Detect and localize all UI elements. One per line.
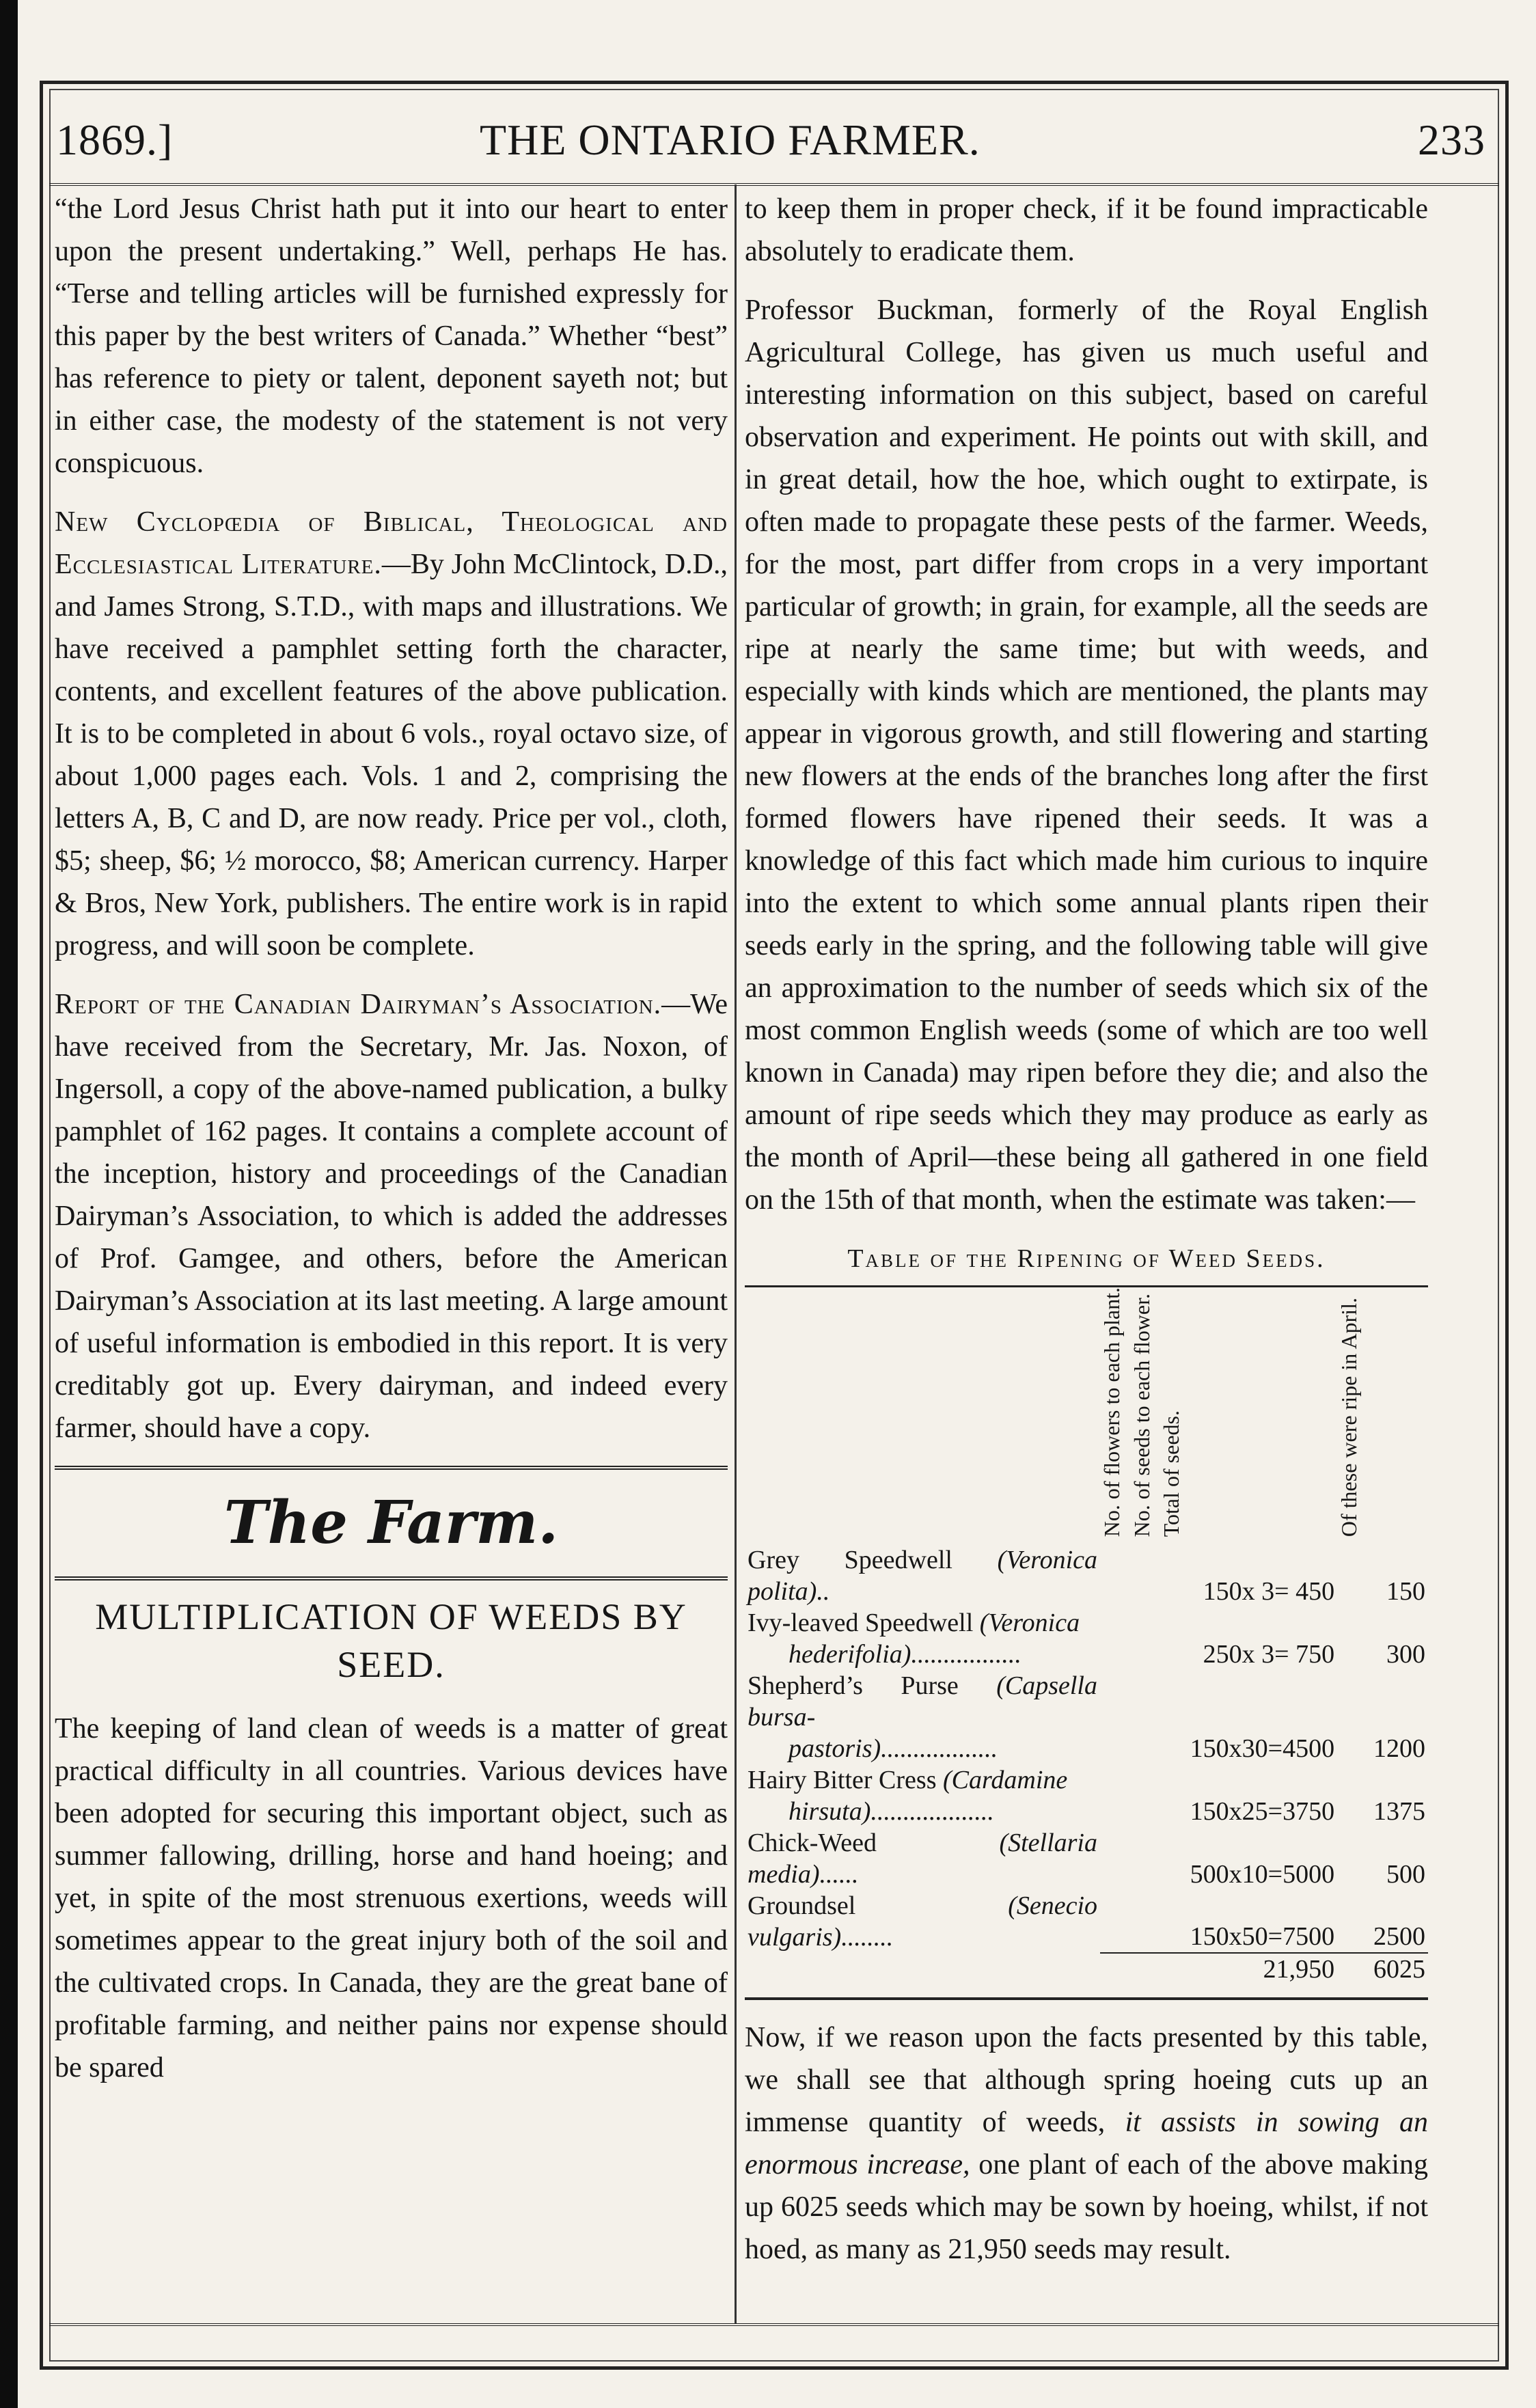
weed-latin: (Cardamine	[943, 1766, 1068, 1795]
weed-latin: (Veronica	[979, 1609, 1080, 1638]
table-cell-weed	[745, 1827, 1100, 1890]
table-header-flowers: No. of flowers to each plant.	[1099, 1287, 1124, 1537]
table-cell-calc: 250x 3= 750	[1203, 1640, 1335, 1669]
table-total: 21,950	[1100, 1953, 1337, 1985]
header-year: 1869.]	[56, 115, 174, 164]
paragraph-cyclopaedia	[55, 501, 728, 967]
weed-latin-cont: hederifolia).................	[788, 1640, 1021, 1669]
paragraph-continuation: to keep them in proper check, if it be found impracticable absolutely to eradicate them.	[745, 193, 1428, 267]
table-cell-calc: 150x25=3750	[1190, 1797, 1335, 1826]
header-rule	[49, 183, 1499, 186]
column-rule	[735, 184, 737, 2323]
weed-name: Chick-Weed	[748, 1829, 877, 1858]
conclusion-end: one plant of each of the above making up 6025 seeds which may be sown by hoeing, whilst, if not hoed, as many as 21,950 seeds may result.	[745, 2149, 1429, 2266]
table-header-weed	[745, 1287, 1100, 1544]
article-title: MULTIPLICATION OF WEEDS BY SEED.	[95, 1596, 687, 1685]
table-bottom-rule	[745, 1997, 1428, 2016]
table-cell-weed	[745, 1544, 1100, 1607]
table-row	[745, 1670, 1428, 1764]
table-header-total: Total of seeds.	[1159, 1410, 1183, 1537]
table-row	[745, 1764, 1428, 1827]
table-cell-april: 2500	[1373, 1922, 1425, 1952]
table-header-ripe	[1337, 1287, 1428, 1544]
table-title: Table of the Ripening of Weed Seeds.	[847, 1244, 1326, 1273]
weed-latin: (Stellaria media)......	[748, 1829, 1097, 1889]
weed-name: Ivy-leaved Speedwell	[748, 1609, 974, 1638]
conclusion-start: Now, if we reason upon the facts presented by this table, we shall see that although spring hoeing cuts up an immense quantity of weeds,	[745, 2022, 1428, 2139]
table-cell-weed	[745, 1890, 1100, 1953]
table-cell-april: 1375	[1373, 1797, 1425, 1826]
paragraph-dairyman-report	[55, 983, 728, 1449]
table-header-seeds: No. of seeds to each flower.	[1129, 1293, 1154, 1537]
weed-latin: (Veronica polita)..	[748, 1546, 1097, 1606]
table-cell-calc: 150x50=7500	[1190, 1922, 1335, 1952]
bottom-rule	[49, 2323, 1499, 2326]
right-column	[745, 188, 1428, 2287]
table-cell-april: 300	[1386, 1640, 1425, 1669]
weed-name: Shepherd’s Purse	[748, 1671, 959, 1701]
running-header	[49, 102, 1499, 184]
weed-name: Hairy Bitter Cress	[748, 1766, 937, 1795]
weed-name: Grey Speedwell	[748, 1546, 952, 1575]
table-cell-weed	[745, 1764, 1100, 1827]
weed-name: Groundsel	[748, 1891, 856, 1921]
table-row	[745, 1827, 1428, 1890]
section-rule-top	[55, 1466, 728, 1470]
conclusion-italic: it assists in sowing an enormous increase,	[745, 2107, 1428, 2181]
table-header-row	[745, 1287, 1428, 1544]
table-cell-calc: 150x 3= 450	[1203, 1577, 1335, 1606]
cyclopaedia-body: —By John McClintock, D.D., and James Strong, S.T.D., with maps and illustrations. We have received a pamphlet setting forth the character, contents, and excellent features of the above publication. It is to be completed in about 6 vols., royal octavo size, of about 1,000 pages each. Vols. 1 and 2, comprising the letters A, B, C and D, are now ready. Price per vol., cloth, $5; sheep, $6; ½ morocco, $8; American currency. Harper & Bros, New York, publishers. The entire work is in rapid progress, and will soon be complete.	[55, 549, 728, 961]
weed-latin-cont: hirsuta)...................	[788, 1797, 994, 1826]
paragraph-quote: “the Lord Jesus Christ hath put it into our heart to enter upon the present undertaking.” Well, perhaps He has. “Terse and telling articles will be furnished expressly for this paper by the best writers of Canada.” Whether “best” has reference to piety or talent, deponent sayeth not; but in either case, the modesty of the statement is not very conspicuous.	[55, 193, 728, 479]
table-row	[745, 1607, 1428, 1670]
paragraph-weeds-intro: The keeping of land clean of weeds is a matter of great practical difficulty in all countries. Various devices have been adopted for securing this important object, such as summer fallowing, drilling, horse and hand hoeing; and yet, in spite of the most strenuous exertions, weeds will sometimes appear to the great injury both of the soil and the cultivated crops. In Canada, they are the great bane of profitable farming, and neither pains nor expense should be spared	[55, 1713, 728, 2083]
table-cell-calc: 500x10=5000	[1190, 1860, 1335, 1889]
section-rule-bottom	[55, 1576, 728, 1581]
farm-section-title: The Farm.	[223, 1488, 559, 1557]
table-cell-calc: 150x30=4500	[1190, 1734, 1335, 1764]
weed-latin: (Capsella bursa-	[748, 1671, 1097, 1732]
weed-latin: (Senecio vulgaris)........	[748, 1891, 1097, 1952]
paragraph-buckman: Professor Buckman, formerly of the Royal English Agricultural College, has given us much useful and interesting information on this subject, based on careful observation and experiment. He points out with skill, and in great detail, how the hoe, which ought to extirpate, is often made to propagate these pests of the farmer. Weeds, for the most, part differ from crops in a very important particular of growth; in grain, for example, all the seeds are ripe at nearly the same time; but with weeds, and especially with kinds which are mentioned, the plants may appear in vigorous growth, and still flowering and starting new flowers at the ends of the branches long after the first formed flowers have ripened their seeds. It was a knowledge of this fact which made him curious to inquire into the extent to which some annual plants ripen their seeds early in the spring, and the following table will give an approximation to the number of seeds which six of the most common English weeds (some of which are too well known in Canada) may ripen before they die; and also the amount of ripe seeds which they may produce as early as the month of April—these being all gathered in one field on the 15th of that month, when the estimate was taken:—	[745, 295, 1428, 1216]
table-total-row	[745, 1953, 1428, 1985]
weed-seeds-table	[745, 1287, 1428, 1985]
weed-latin-cont: pastoris)..................	[788, 1734, 998, 1764]
header-title: THE ONTARIO FARMER.	[480, 115, 980, 164]
table-row	[745, 1544, 1428, 1607]
paragraph-conclusion	[745, 2016, 1428, 2271]
table-header-flowers-seeds	[1100, 1287, 1337, 1544]
table-cell-april: 500	[1386, 1860, 1425, 1889]
left-column	[55, 188, 728, 2105]
table-total-spacer	[745, 1953, 1100, 1985]
table-cell-weed	[745, 1607, 1100, 1670]
table-row	[745, 1890, 1428, 1953]
table-cell-april: 1200	[1373, 1734, 1425, 1764]
page-binding-edge	[0, 0, 18, 2408]
dairyman-body: —We have received from the Secretary, Mr. Jas. Noxon, of Ingersoll, a copy of the above-named publication, a bulky pamphlet of 162 pages. It contains a complete account of the inception, history and proceedings of the Canadian Dairyman’s Association, to which is added the addresses of Prof. Gamgee, and others, before the American Dairyman’s Association at its last meeting. A large amount of useful information is embodied in this report. It is very creditably got up. Every dairyman, and indeed every farmer, should have a copy.	[55, 989, 728, 1444]
table-cell-april: 150	[1386, 1577, 1425, 1606]
table-cell-weed	[745, 1670, 1100, 1764]
header-page-number: 233	[1418, 115, 1485, 164]
table-header-april: Of these were ripe in April.	[1336, 1298, 1362, 1537]
cyclopaedia-heading: New Cyclopœdia of Biblical, Theological and Ecclesiastical Literature.	[55, 506, 728, 580]
dairyman-heading: Report of the Canadian Dairyman’s Association.	[55, 989, 662, 1020]
table-total-april: 6025	[1337, 1953, 1428, 1985]
